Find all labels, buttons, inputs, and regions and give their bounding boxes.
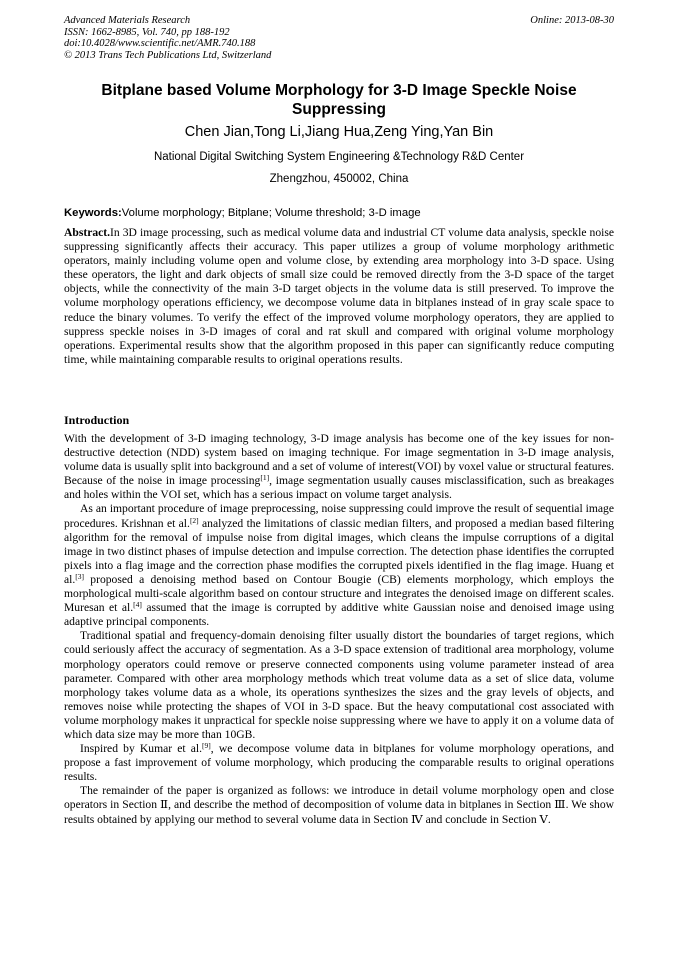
doi-line: doi:10.4028/www.scientific.net/AMR.740.188 — [64, 38, 256, 49]
citation-2: [2] — [189, 515, 199, 525]
intro-paragraph-5: The remainder of the paper is organized as follows: we introduce in detail volume morphology open and close operators in Section Ⅱ, and describe the method of decomposition of volume data in bitplanes in Section Ⅲ. We show results obtained by applying our method to several volume data in Section Ⅳ and conclude in Section Ⅴ. — [64, 784, 614, 826]
intro-paragraph-1: With the development of 3-D imaging technology, 3-D image analysis has become one of the key issues for non-destructive detection (NDD) system based on imaging technique. For image segmentation in 3-D image analysis, volume data is usually split into background and a set of volume of interest(VOI) by voxel value or structural features. Because of the noise in image processing[1], image segmentation usually causes misclassification, such as breakages and holes within the VOI set, which has a serious impact on volume target analysis. — [64, 432, 614, 502]
introduction-heading: Introduction — [64, 413, 130, 427]
paper-title: Bitplane based Volume Morphology for 3-D Image Speckle Noise Suppressing — [101, 82, 577, 118]
abstract-paragraph — [64, 226, 614, 367]
journal-name: Advanced Materials Research — [64, 15, 191, 26]
intro-paragraph-2: As an important procedure of image preprocessing, noise suppressing could improve the result of sequential image procedures. Krishnan et al.[2] analyzed the limitations of classic median filters, and proposed a median based filtering algorithm for the removal of impulse noise from digital images, which cleans the impulse corruptions of a digital image in two distinct phases of impulse detection and impulse correction. The detection phase identifies the corrupted pixels into a flag image and the correction phase modifies the corrupted pixels identified in the flag image. Huang et al.[3] proposed a denoising method based on Contour Bougie (CB) elements morphology, which employs the morphological multi-scale algorithm based on contour structure and integrates the denoised image on different scales. Muresan et al.[4] assumed that the image is corrupted by additive white Gaussian noise and denoised image using adaptive principal components. — [64, 502, 615, 629]
intro-paragraph-3: Traditional spatial and frequency-domain denoising filter usually distort the boundaries of target regions, which could seriously affect the accuracy of segmentation. As a 3-D space extension of traditional area morphology, volume morphology operators could remove or preserve connected components using volume parameter instead of area parameter. Compared with other area morphology methods which treat volume data as a set of slice data, volume morphology takes volume data as a whole, its operations synthesizes the sizes and the gray levels of objects, and removes noise while protecting the shapes of VOI in 3-D space. But the heavy computational cost associated with volume morphology makes it unpractical for speckle noise suppressing where we have to apply it on a volume data of which data size may be more than 10GB. — [64, 629, 614, 741]
keywords-text: Volume morphology; Bitplane; Volume threshold; 3-D image — [121, 207, 421, 219]
citation-9: [9] — [202, 741, 211, 751]
introduction-body — [64, 432, 614, 827]
citation-1: [1] — [260, 473, 270, 483]
affiliation-line-2: Zhengzhou, 450002, China — [269, 173, 409, 185]
journal-header — [64, 15, 271, 61]
keywords — [64, 206, 614, 220]
issn-line: ISSN: 1662-8985, Vol. 740, pp 188-192 — [64, 26, 230, 38]
author-list: Chen Jian,Tong Li,Jiang Hua,Zeng Ying,Yan Bin — [184, 124, 494, 140]
citation-4: [4] — [133, 600, 142, 610]
affiliation-line-1: National Digital Switching System Engineering &Technology R&D Center — [153, 151, 525, 163]
abstract — [64, 226, 614, 367]
online-date: Online: 2013-08-30 — [530, 15, 614, 26]
intro-paragraph-4: Inspired by Kumar et al.[9], we decompose volume data in bitplanes for volume morphology operations, and propose a fast improvement of volume morphology, which producing the comparable results to original operations results. — [64, 741, 614, 784]
copyright-line: © 2013 Trans Tech Publications Ltd, Switzerland — [64, 49, 272, 61]
keywords-label: Keywords: — [64, 207, 122, 219]
abstract-text: In 3D image processing, such as medical volume data and industrial CT volume data analysis, speckle noise suppressing significantly affects their accuracy. This paper utilizes a group of volume morphology arithmetic operators, mainly including volume open and volume close, by extending area morphology into 3-D space. Using these operators, the light and dark objects of small size could be removed directly from the 3-D space of the target objects, while the connectivity of the main 3-D target objects in the volume data is still preserved. To improve the volume morphology operations efficiency, we decompose volume data in bitplanes instead of in gray scale space to reduce the binary volumes. To verify the effect of the improved volume morphology operators, they are applied to suppress speckle noises in 3-D images of coral and rat skull and compared with original volume morphology operations. Experimental results show that the algorithm proposed in this paper can significantly reduce computing time, while maintaining comparable results to original operations results. — [64, 226, 614, 366]
citation-3: [3] — [75, 571, 85, 581]
abstract-label: Abstract. — [64, 226, 111, 239]
